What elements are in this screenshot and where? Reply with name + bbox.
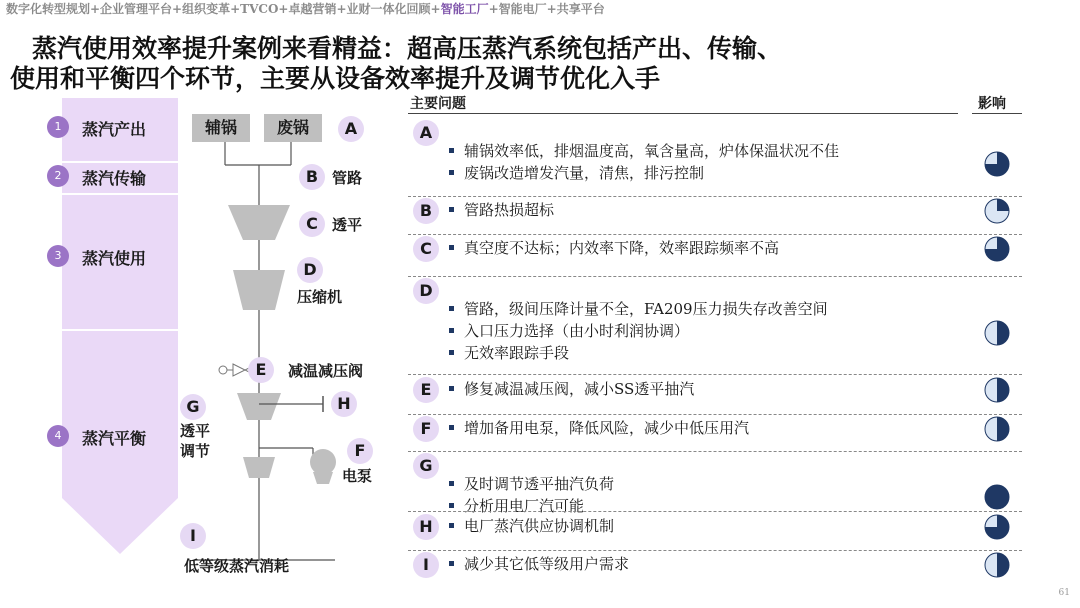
impact-harvey-ball bbox=[984, 514, 1010, 540]
impact-harvey-ball bbox=[984, 484, 1010, 510]
page-number: 61 bbox=[1058, 588, 1070, 598]
issue-marker-f: F bbox=[413, 416, 439, 442]
issue-bullet-text: 修复减温减压阀，减小SS透平抽汽 bbox=[464, 380, 695, 398]
label-turbine-adjust: 透平调节 bbox=[180, 422, 211, 460]
marker-c: C bbox=[299, 211, 325, 237]
column-impact-header: 影响 bbox=[978, 96, 1006, 112]
bullet-square bbox=[449, 328, 454, 333]
pump-icon bbox=[310, 449, 336, 484]
marker-g: G bbox=[180, 394, 206, 420]
label-pipe: 管路 bbox=[332, 169, 363, 187]
impact-harvey-ball bbox=[984, 320, 1010, 346]
issue-bullet-text: 管路热损超标 bbox=[464, 201, 555, 219]
issue-bullet-text: 管路，级间压降计量不全，FA209压力损失存改善空间 bbox=[464, 300, 828, 318]
marker-f: F bbox=[347, 438, 373, 464]
bullet-square bbox=[449, 148, 454, 153]
stage-number-4: 4 bbox=[47, 425, 69, 447]
issue-bullet bbox=[449, 298, 828, 320]
boiler-waste-box: 废锅 bbox=[264, 114, 322, 142]
label-turbine: 透平 bbox=[332, 216, 363, 234]
bullet-square bbox=[449, 386, 454, 391]
issue-bullet bbox=[449, 515, 614, 537]
breadcrumb bbox=[6, 2, 786, 17]
page-title-line2: 使用和平衡四个环节，主要从设备效率提升及调节优化入手 bbox=[10, 64, 661, 93]
issue-bullet bbox=[449, 237, 779, 259]
issue-bullet-text: 及时调节透平抽汽负荷 bbox=[464, 475, 615, 493]
stage-label-transport: 蒸汽传输 bbox=[82, 169, 147, 188]
breadcrumb-prefix: 数字化转型规划+企业管理平台+组织变革+TVCO+卓越营销+业财一体化回顾+ bbox=[6, 2, 441, 16]
issue-bullet-text: 废锅改造增发汽量，清焦，排污控制 bbox=[464, 164, 705, 182]
issue-marker-d: D bbox=[413, 278, 439, 304]
row-separator bbox=[408, 451, 1022, 452]
issue-bullet-text: 真空度不达标；内效率下降，效率跟踪频率不高 bbox=[464, 239, 780, 257]
bullet-square bbox=[449, 170, 454, 175]
issue-bullet bbox=[449, 320, 689, 342]
steam-system-schematic bbox=[195, 110, 395, 570]
bullet-square bbox=[449, 523, 454, 528]
row-separator bbox=[408, 196, 1022, 197]
marker-b: B bbox=[299, 164, 325, 190]
issue-bullet-text: 增加备用电泵，降低风险，减少中低压用汽 bbox=[464, 419, 750, 437]
row-separator bbox=[408, 414, 1022, 415]
issue-bullet bbox=[449, 473, 614, 495]
issue-bullet bbox=[449, 199, 554, 221]
issue-bullet bbox=[449, 378, 694, 400]
page-title-line1: 蒸汽使用效率提升案例来看精益：超高压蒸汽系统包括产出、传输、 bbox=[32, 34, 783, 63]
label-low-consumption: 低等级蒸汽消耗 bbox=[184, 557, 290, 575]
row-separator bbox=[408, 234, 1022, 235]
impact-harvey-ball bbox=[984, 416, 1010, 442]
issue-marker-i: I bbox=[413, 552, 439, 578]
issue-marker-a: A bbox=[413, 120, 439, 146]
issue-bullet-text: 电厂蒸汽供应协调机制 bbox=[464, 517, 615, 535]
issue-bullet bbox=[449, 417, 749, 439]
breadcrumb-suffix: +智能电厂+共享平台 bbox=[488, 2, 605, 16]
stage-number-3: 3 bbox=[47, 245, 69, 267]
issue-marker-h: H bbox=[413, 514, 439, 540]
column-issues-header: 主要问题 bbox=[410, 96, 466, 112]
marker-d: D bbox=[297, 257, 323, 283]
row-separator bbox=[408, 511, 1022, 512]
stage-number-1: 1 bbox=[47, 116, 69, 138]
turbine-g-shape bbox=[237, 393, 281, 420]
issue-marker-c: C bbox=[413, 236, 439, 262]
label-compressor: 压缩机 bbox=[297, 288, 343, 306]
stage-label-balance: 蒸汽平衡 bbox=[82, 429, 147, 448]
stage-label-usage: 蒸汽使用 bbox=[82, 249, 147, 268]
bullet-square bbox=[449, 207, 454, 212]
issue-bullet-text: 分析用电厂汽可能 bbox=[464, 497, 585, 515]
label-valve: 减温减压阀 bbox=[288, 362, 364, 380]
issue-bullet bbox=[449, 140, 839, 162]
compressor-shape bbox=[233, 270, 285, 310]
bullet-square bbox=[449, 481, 454, 486]
turbine-small-shape bbox=[243, 457, 275, 478]
row-separator bbox=[408, 374, 1022, 375]
issue-bullet-text: 辅锅效率低，排烟温度高，氧含量高，炉体保温状况不佳 bbox=[464, 142, 840, 160]
bullet-square bbox=[449, 245, 454, 250]
turbine-shape bbox=[228, 205, 290, 240]
impact-harvey-ball bbox=[984, 198, 1010, 224]
issue-bullet-text: 无效率跟踪手段 bbox=[464, 344, 570, 362]
issue-marker-b: B bbox=[413, 198, 439, 224]
issue-bullet bbox=[449, 162, 704, 184]
impact-harvey-ball bbox=[984, 552, 1010, 578]
issue-bullet bbox=[449, 495, 584, 517]
impact-harvey-ball bbox=[984, 377, 1010, 403]
page-title bbox=[10, 34, 1070, 94]
stage-label-output: 蒸汽产出 bbox=[82, 120, 147, 139]
bullet-square bbox=[449, 425, 454, 430]
issue-bullet-text: 减少其它低等级用户需求 bbox=[464, 555, 630, 573]
breadcrumb-highlight: 智能工厂 bbox=[440, 2, 489, 16]
marker-e: E bbox=[248, 357, 274, 383]
issue-bullet-text: 入口压力选择（由小时利润协调） bbox=[464, 322, 690, 340]
issue-marker-e: E bbox=[413, 377, 439, 403]
boiler-aux-box: 辅锅 bbox=[192, 114, 250, 142]
marker-a: A bbox=[338, 116, 364, 142]
issue-marker-g: G bbox=[413, 453, 439, 479]
label-pump: 电泵 bbox=[342, 467, 373, 485]
impact-harvey-ball bbox=[984, 236, 1010, 262]
stage-number-2: 2 bbox=[47, 165, 69, 187]
issue-bullet bbox=[449, 553, 629, 575]
row-separator bbox=[408, 550, 1022, 551]
marker-h: H bbox=[331, 391, 357, 417]
impact-header-rule bbox=[972, 113, 1022, 114]
marker-i: I bbox=[180, 523, 206, 549]
issue-bullet bbox=[449, 342, 569, 364]
bullet-square bbox=[449, 561, 454, 566]
row-separator bbox=[408, 276, 1022, 277]
bullet-square bbox=[449, 350, 454, 355]
issues-header-rule bbox=[408, 113, 958, 114]
impact-harvey-ball bbox=[984, 151, 1010, 177]
bullet-square bbox=[449, 306, 454, 311]
bullet-square bbox=[449, 503, 454, 508]
